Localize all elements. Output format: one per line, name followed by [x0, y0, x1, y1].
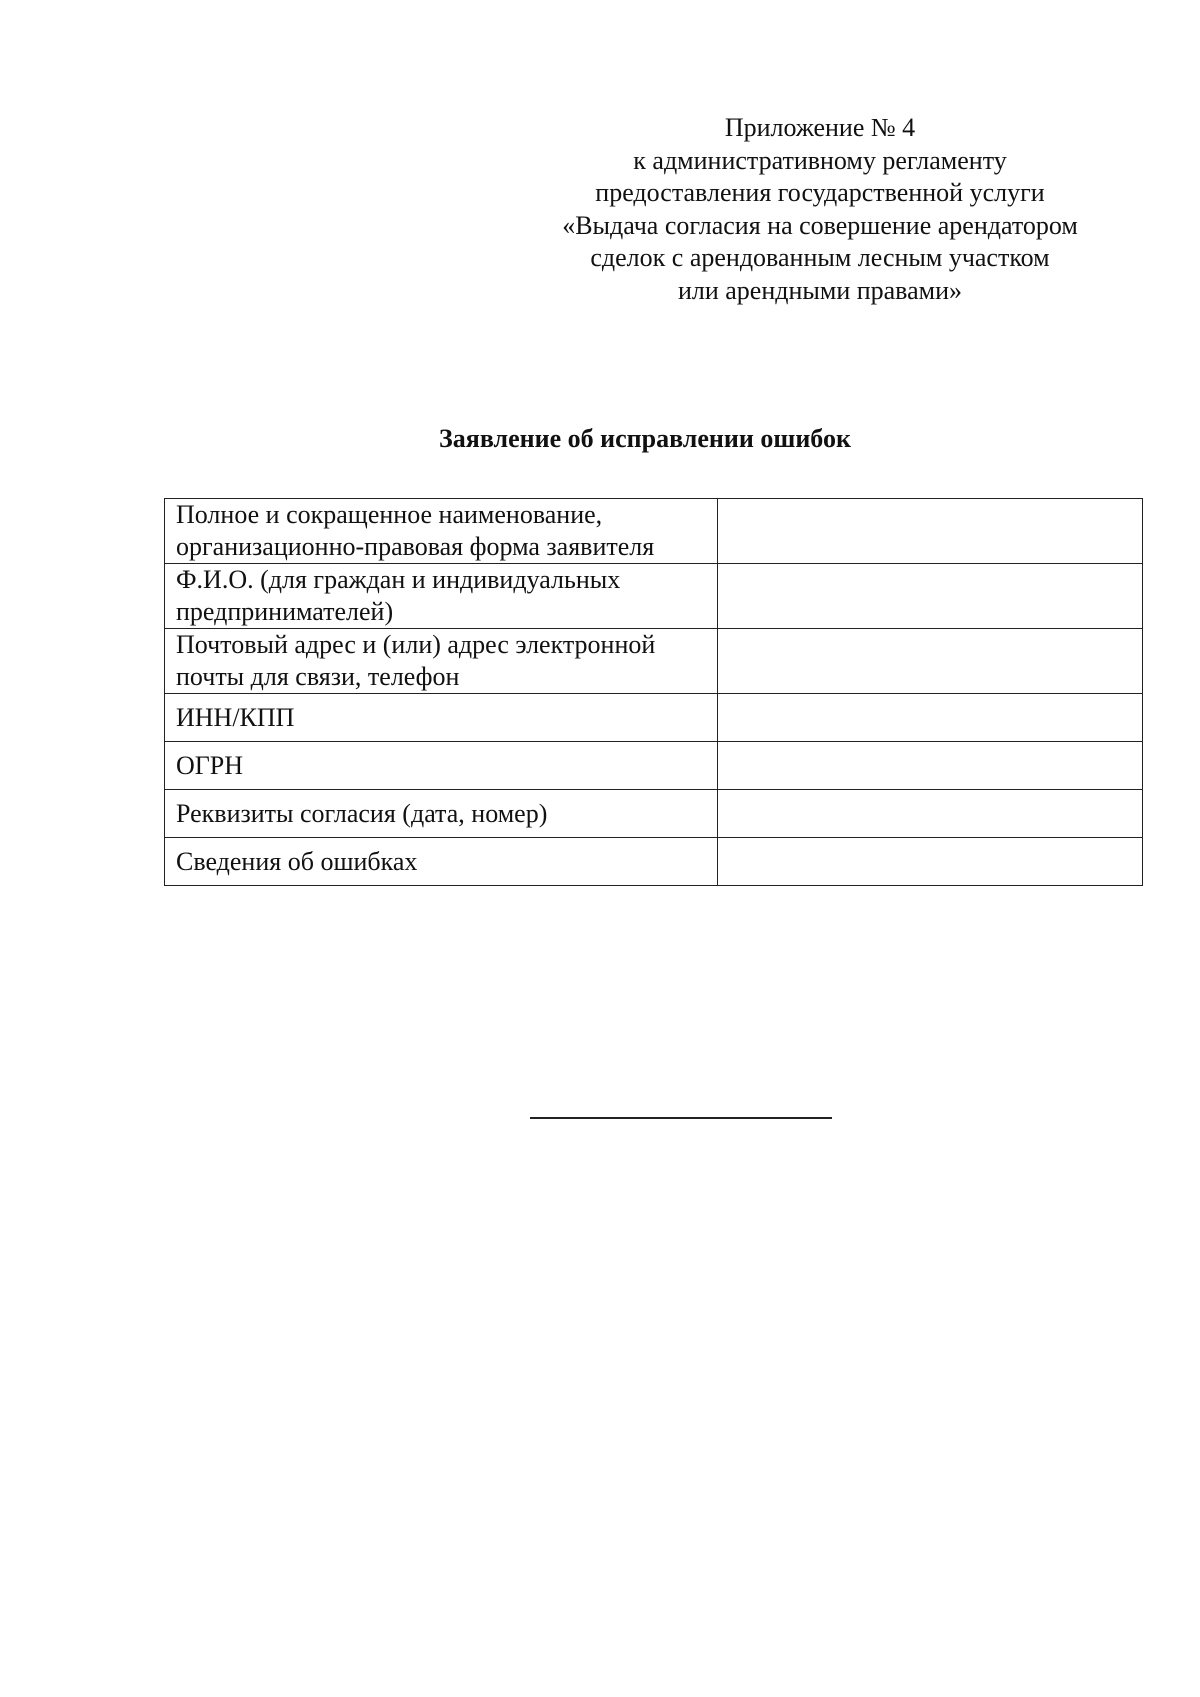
- row-label: Полное и сокращенное наименование, организационно-правовая форма заявителя: [165, 499, 718, 564]
- table-row: [165, 564, 1143, 629]
- row-label: Сведения об ошибках: [165, 838, 718, 886]
- appendix-line: к административному регламенту: [633, 145, 1007, 175]
- row-value-field[interactable]: [717, 838, 1142, 886]
- table-row: [165, 499, 1143, 564]
- table-row: [165, 694, 1143, 742]
- appendix-line: предоставления государственной услуги: [595, 178, 1045, 207]
- row-label: Реквизиты согласия (дата, номер): [165, 790, 718, 838]
- application-form-table: [164, 498, 1143, 886]
- row-value-field[interactable]: [717, 564, 1142, 629]
- appendix-line: или арендными правами»: [677, 275, 963, 305]
- table-row: [165, 838, 1143, 886]
- signature-line: [530, 1117, 832, 1119]
- row-label: Почтовый адрес и (или) адрес электронной почты для связи, телефон: [165, 629, 718, 694]
- table-row: [165, 790, 1143, 838]
- appendix-line: Приложение № 4: [724, 113, 916, 142]
- row-value-field[interactable]: [717, 742, 1142, 790]
- row-label: ИНН/КПП: [165, 694, 718, 742]
- row-label: Ф.И.О. (для граждан и индивидуальных предпринимателей): [165, 564, 718, 629]
- appendix-line: сделок с арендованным лесным участком: [590, 243, 1050, 272]
- appendix-line: «Выдача согласия на совершение арендатором: [562, 210, 1078, 240]
- row-value-field[interactable]: [717, 499, 1142, 564]
- appendix-header: [500, 112, 1140, 307]
- table-row: [165, 742, 1143, 790]
- row-value-field[interactable]: [717, 790, 1142, 838]
- row-value-field[interactable]: [717, 629, 1142, 694]
- row-value-field[interactable]: [717, 694, 1142, 742]
- table-row: [165, 629, 1143, 694]
- document-title: Заявление об исправлении ошибок: [439, 424, 851, 453]
- row-label: ОГРН: [165, 742, 718, 790]
